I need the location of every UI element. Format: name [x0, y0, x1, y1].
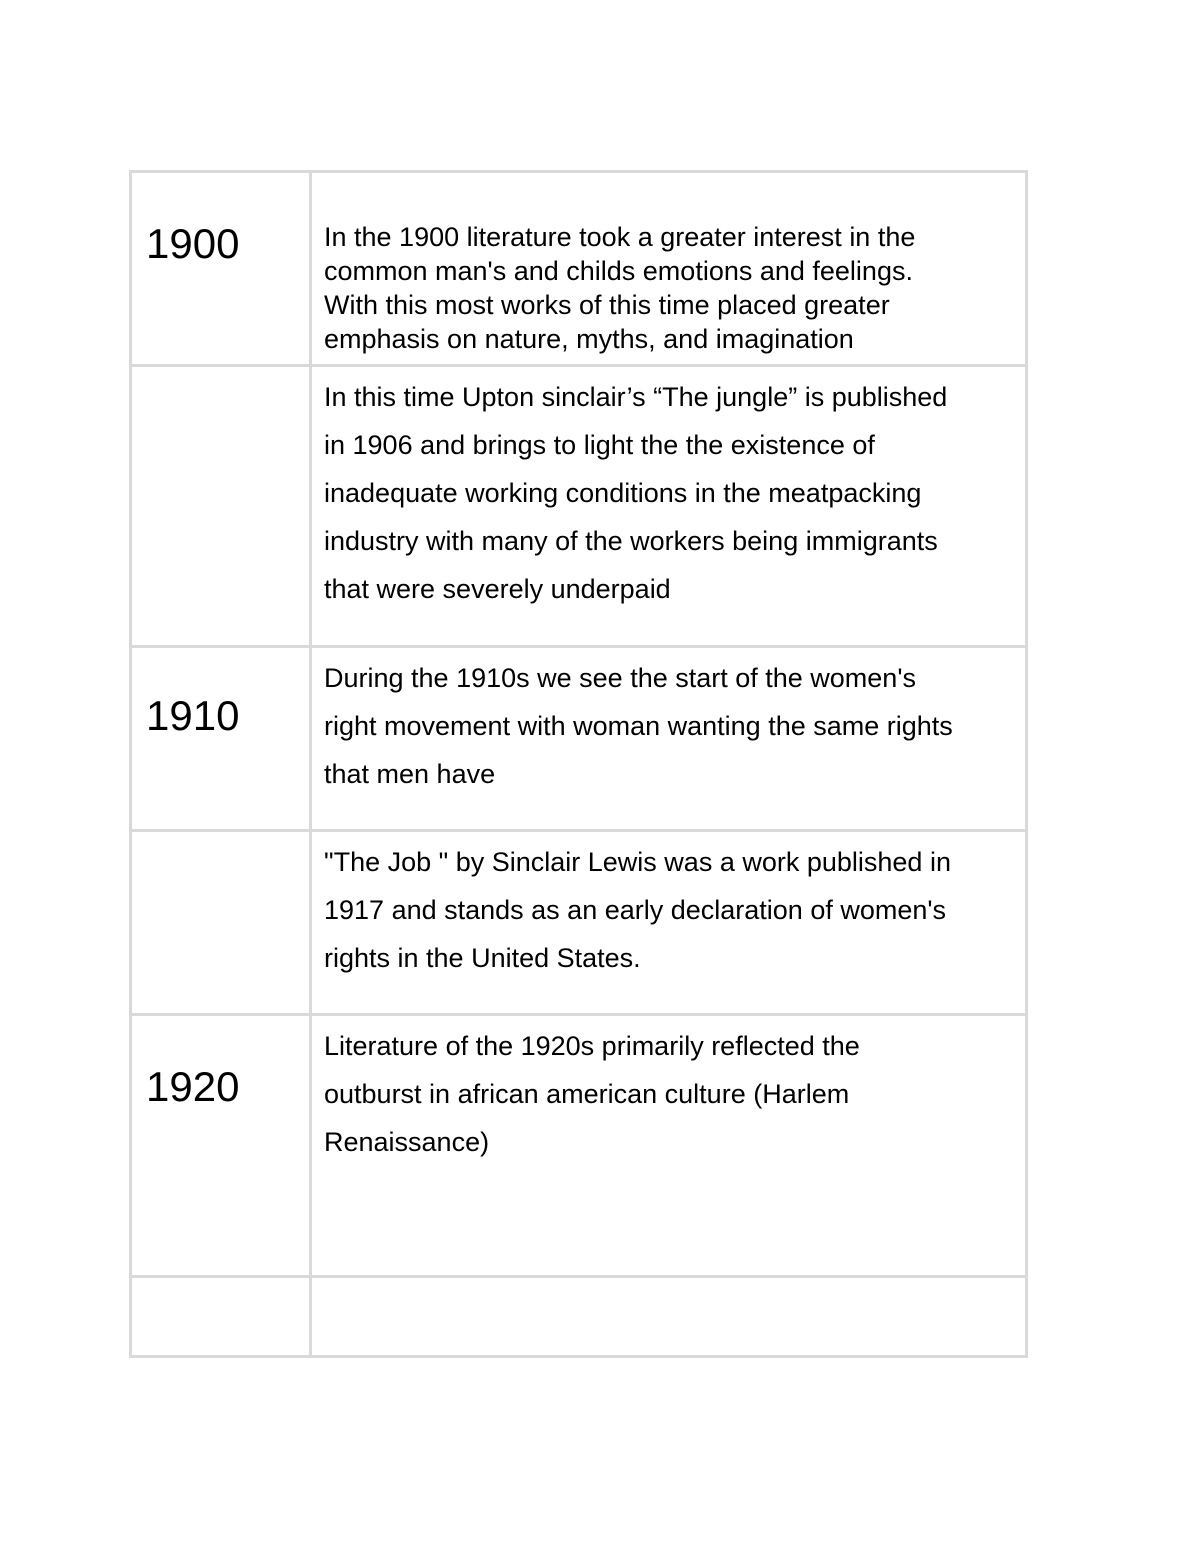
description-cell [311, 172, 1027, 366]
table-row [131, 1277, 1027, 1357]
description-text: In the 1900 literature took a greater interest in the common man's and childs emotions and feelings. With this most works of this time placed greater emphasis on nature, myths, and imagination [324, 222, 916, 354]
description-text: Literature of the 1920s primarily reflected the outburst in african american culture (Harlem Renaissance) [324, 1031, 860, 1157]
year-cell [131, 172, 311, 366]
table-row [131, 366, 1027, 647]
table-row [131, 647, 1027, 831]
description-cell [311, 1015, 1027, 1277]
year-cell [131, 647, 311, 831]
table-row [131, 172, 1027, 366]
year-cell [131, 831, 311, 1015]
table-row [131, 1015, 1027, 1277]
year-cell [131, 1015, 311, 1277]
year-label: 1910 [146, 692, 240, 739]
description-cell [311, 831, 1027, 1015]
year-cell [131, 1277, 311, 1357]
timeline-table [129, 170, 1028, 1358]
description-text: In this time Upton sinclair’s “The jungle” is published in 1906 and brings to light the the existence of inadequate working conditions in the meatpacking industry with many of the workers being immigrants that were severely underpaid [324, 382, 948, 604]
description-text: During the 1910s we see the start of the women's right movement with woman wanting the same rights that men have [324, 663, 953, 789]
description-cell [311, 366, 1027, 647]
description-cell [311, 647, 1027, 831]
description-cell [311, 1277, 1027, 1357]
description-text: "The Job " by Sinclair Lewis was a work published in 1917 and stands as an early declaration of women's rights in the United States. [324, 847, 951, 973]
year-cell [131, 366, 311, 647]
year-label: 1920 [146, 1063, 240, 1110]
table-row [131, 831, 1027, 1015]
year-label: 1900 [146, 220, 240, 267]
